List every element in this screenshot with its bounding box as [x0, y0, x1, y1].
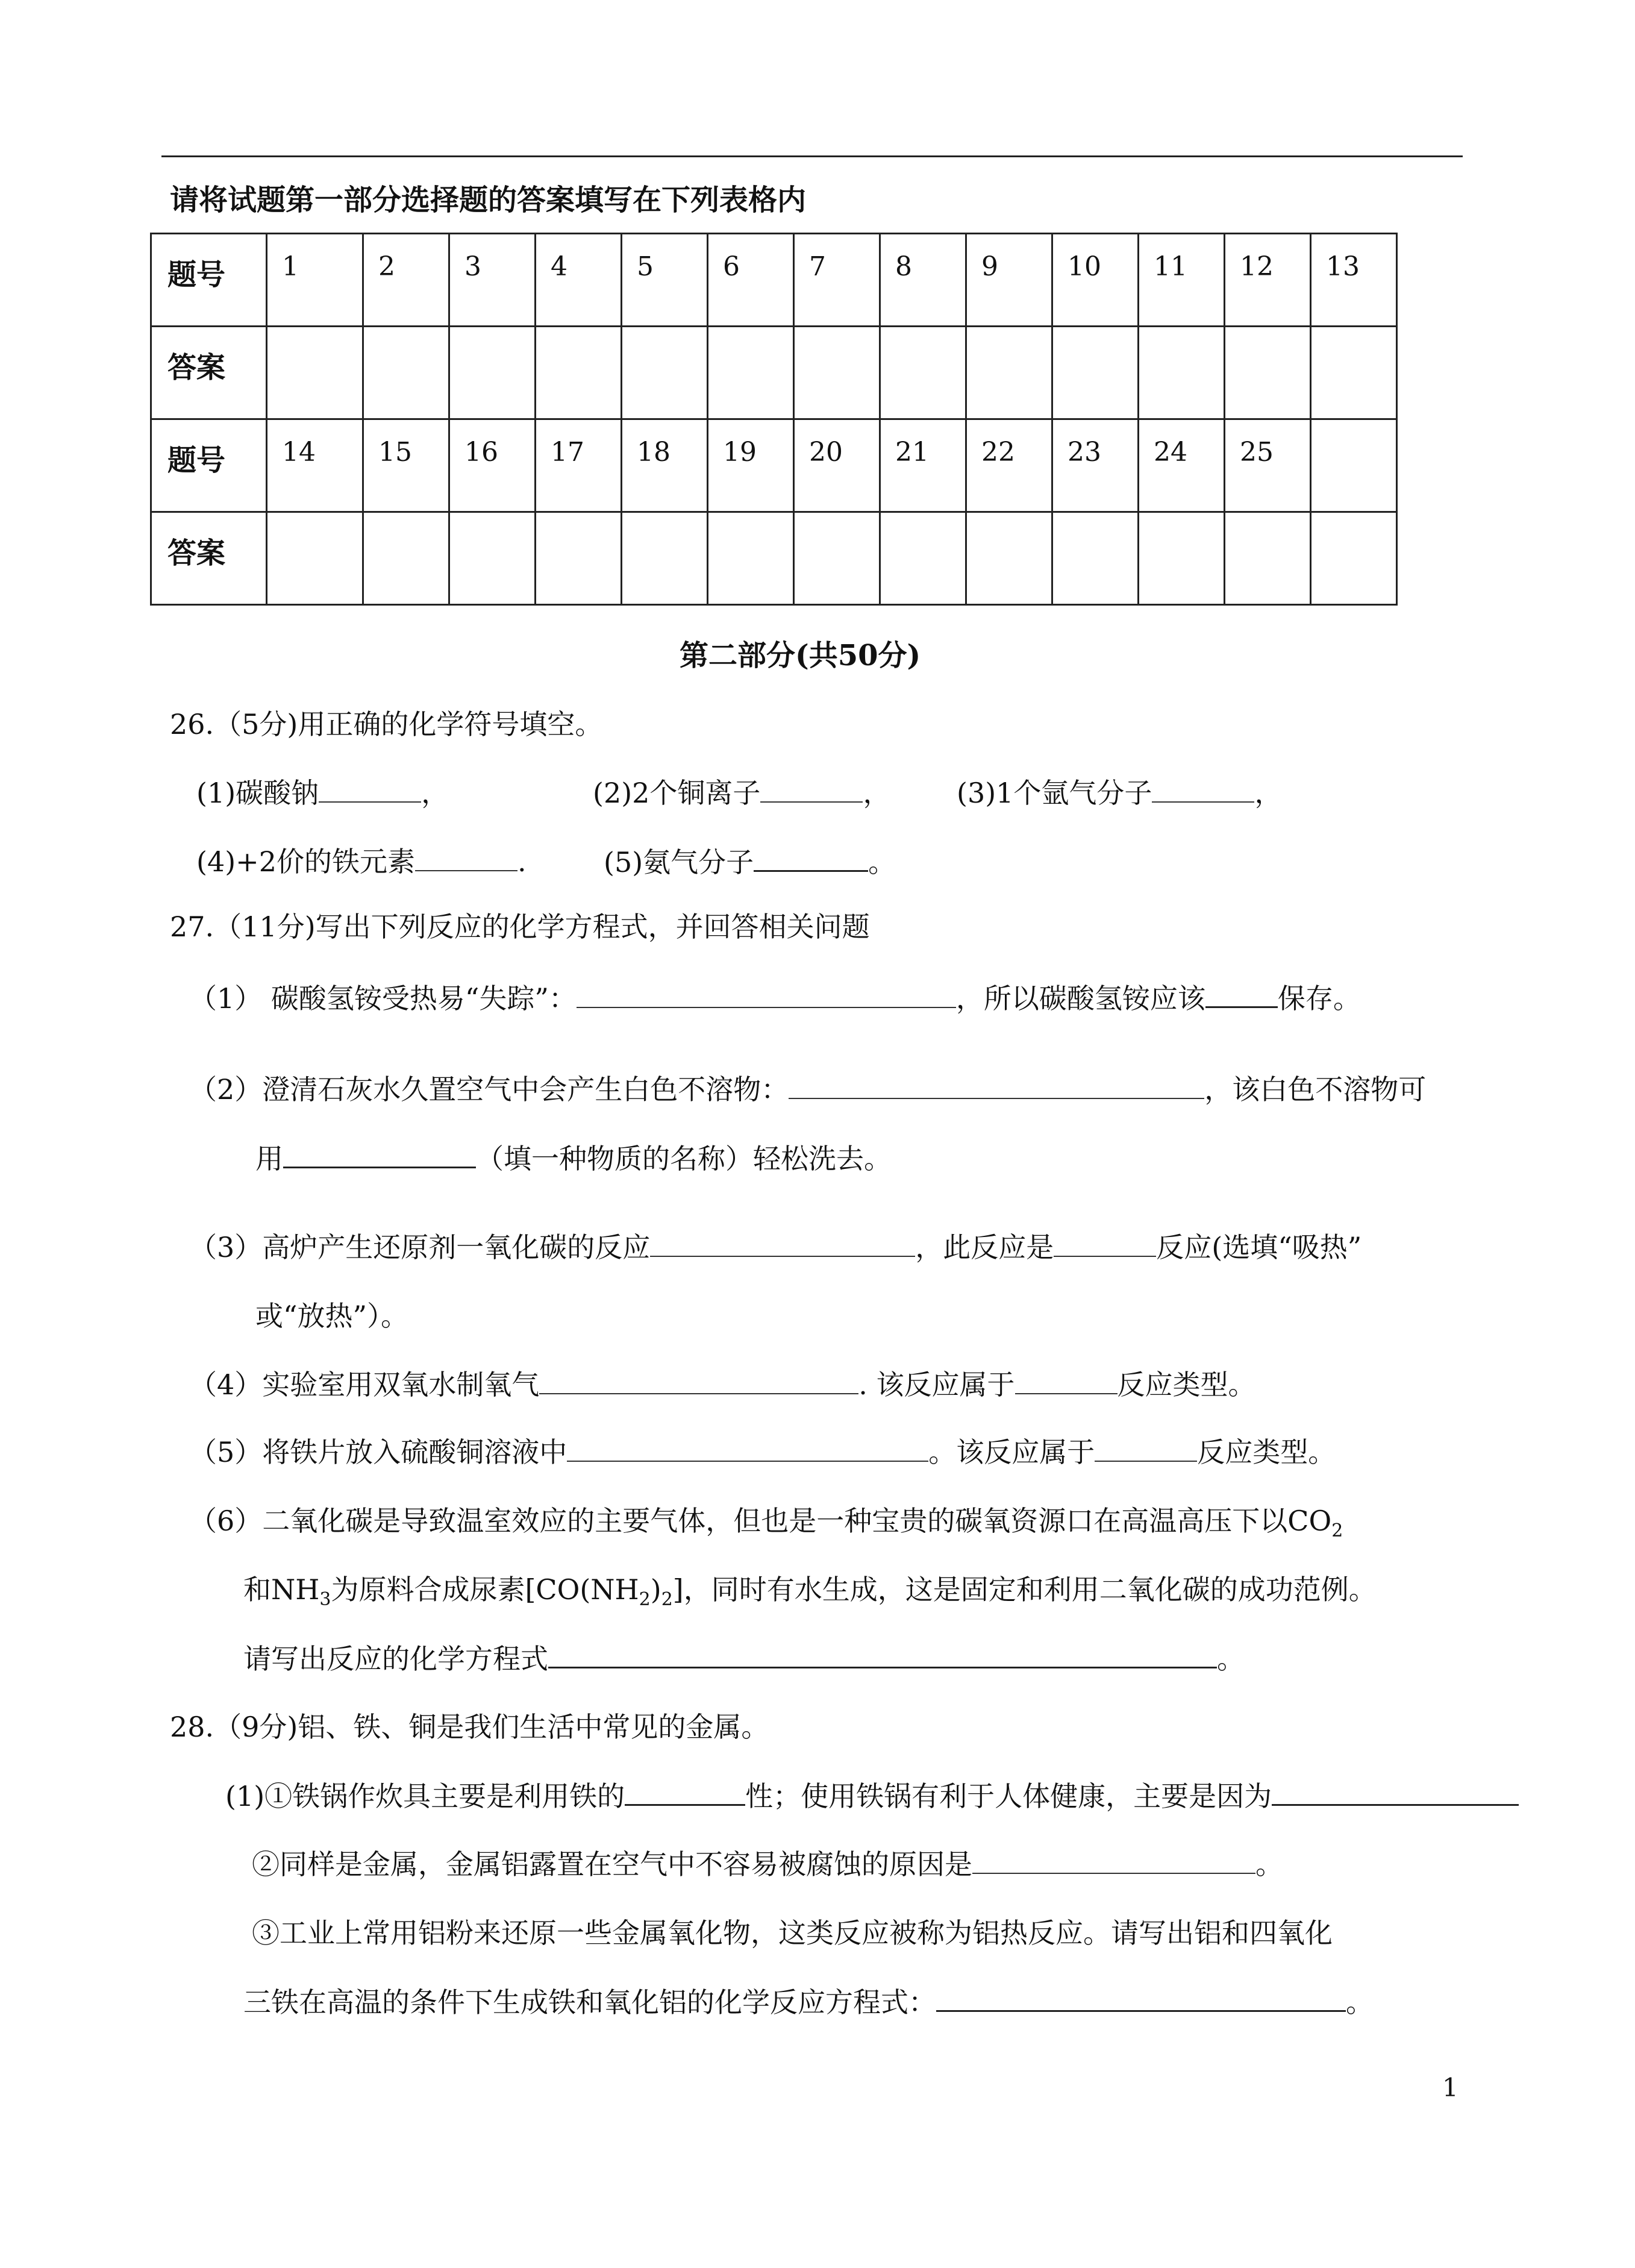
q27-sub1-equation-blank[interactable] — [577, 980, 956, 1008]
q26-part4-end: . — [517, 845, 527, 878]
q26-part1 — [196, 775, 449, 811]
answer-row-1 — [151, 327, 1397, 419]
number-row-2 — [151, 419, 1397, 512]
q27-sub5 — [189, 1434, 1336, 1470]
q27-sub6-text: （6）二氧化碳是导致温室效应的主要气体，但也是一种宝贵的碳氧资源口在高温高压下以CO — [189, 1505, 1332, 1537]
q26-part1-end: ， — [421, 777, 449, 809]
answer-cell[interactable] — [794, 512, 880, 605]
q28-sub2-text: ②同样是金属，金属铝露置在空气中不容易被腐蚀的原因是 — [252, 1848, 972, 1881]
q26-part3-end: ， — [1254, 777, 1283, 809]
q27-sub6-text6: 请写出反应的化学方程式 — [243, 1643, 548, 1675]
q26-part2 — [593, 775, 890, 811]
q26-part4 — [196, 844, 527, 880]
question-number: 25 — [1225, 419, 1311, 512]
q27-sub2 — [189, 1071, 1426, 1107]
answer-cell[interactable] — [1225, 327, 1311, 419]
question-number: 21 — [880, 419, 966, 512]
row-label: 答案 — [151, 327, 267, 419]
q27-sub6-text3: 为原料合成尿素[CO(NH — [331, 1573, 639, 1606]
q27-sub6 — [189, 1503, 1343, 1549]
question-number: 6 — [708, 234, 794, 327]
question-number: 3 — [449, 234, 536, 327]
question-number: 14 — [267, 419, 363, 512]
q26-part5 — [604, 844, 896, 880]
q27-sub6-subscript: 2 — [1331, 1520, 1343, 1542]
q27-sub3-text3: 反应(选填“吸热” — [1156, 1231, 1362, 1264]
answer-cell[interactable] — [794, 327, 880, 419]
q27-sub5-equation-blank[interactable] — [567, 1434, 928, 1462]
q28-sub1 — [225, 1778, 1519, 1814]
q27-sub2-text4: （填一种物质的名称）轻松洗去。 — [476, 1142, 892, 1175]
q26-blank4[interactable] — [415, 844, 517, 871]
question-number: 4 — [536, 234, 622, 327]
question-number: 8 — [880, 234, 966, 327]
question-number — [1311, 419, 1397, 512]
answer-cell[interactable] — [1139, 327, 1225, 419]
subscript: 2 — [661, 1589, 673, 1611]
q27-sub6-end: 。 — [1217, 1643, 1245, 1675]
top-rule — [161, 155, 1463, 157]
q27-sub3-equation-blank[interactable] — [650, 1229, 915, 1257]
q28-sub1-property-blank[interactable] — [625, 1778, 745, 1806]
q26-blank1[interactable] — [319, 775, 421, 803]
answer-cell[interactable] — [267, 512, 363, 605]
answer-cell[interactable] — [966, 512, 1052, 605]
q27-sub2-text3: 用 — [255, 1142, 283, 1175]
q27-sub3-text2: ，此反应是 — [915, 1231, 1054, 1264]
page-number: 1 — [1442, 2073, 1458, 2102]
section-title: 第二部分(共50分) — [680, 639, 921, 672]
q27-sub2-text2: ，该白色不溶物可 — [1204, 1073, 1427, 1106]
q28-sub2-end: 。 — [1255, 1848, 1283, 1881]
answer-cell[interactable] — [1052, 512, 1139, 605]
answer-cell[interactable] — [536, 512, 622, 605]
question-number: 11 — [1139, 234, 1225, 327]
answer-table — [150, 233, 1398, 606]
question-number: 2 — [363, 234, 449, 327]
q26-part5-label: (5)氨气分子 — [604, 846, 754, 879]
question-number: 20 — [794, 419, 880, 512]
q28-sub1-reason-blank[interactable] — [1272, 1778, 1519, 1806]
instruction: 请将试题第一部分选择题的答案填写在下列表格内 — [170, 183, 807, 217]
question-number: 7 — [794, 234, 880, 327]
q27-sub1-storage-blank[interactable] — [1205, 980, 1278, 1008]
q26-part5-end: 。 — [868, 846, 896, 879]
question-number: 23 — [1052, 419, 1139, 512]
q27-stem: 27.（11分)写出下列反应的化学方程式，并回答相关问题 — [170, 910, 870, 943]
q27-sub2-text: （2）澄清石灰水久置空气中会产生白色不溶物： — [189, 1073, 789, 1106]
q27-sub5-type-blank[interactable] — [1095, 1434, 1197, 1462]
q27-sub4-type-blank[interactable] — [1015, 1367, 1118, 1394]
q28-stem: 28.（9分)铝、铁、铜是我们生活中常见的金属。 — [170, 1711, 769, 1743]
q28-sub3-equation-blank[interactable] — [936, 1984, 1346, 2012]
answer-cell[interactable] — [622, 327, 708, 419]
q27-sub1 — [189, 980, 1361, 1017]
question-number: 9 — [966, 234, 1052, 327]
row-label: 题号 — [151, 419, 267, 512]
q26-part3 — [957, 775, 1282, 811]
q26-part4-label: (4)+2价的铁元素 — [196, 845, 415, 878]
q27-sub3-text: （3）高炉产生还原剂一氧化碳的反应 — [189, 1231, 651, 1264]
answer-cell[interactable] — [1311, 327, 1397, 419]
question-number: 17 — [536, 419, 622, 512]
q27-sub6-text2: 和NH — [243, 1573, 320, 1606]
q27-sub1-text: （1） 碳酸氢铵受热易“失踪”： — [189, 982, 577, 1015]
q27-sub6-equation-blank[interactable] — [548, 1640, 1217, 1668]
q26-part1-label: (1)碳酸钠 — [196, 777, 319, 809]
answer-cell[interactable] — [622, 512, 708, 605]
question-number: 22 — [966, 419, 1052, 512]
answer-cell[interactable] — [1311, 512, 1397, 605]
q28-sub3-end: 。 — [1346, 1986, 1374, 2019]
answer-row-2 — [151, 512, 1397, 605]
q27-sub1-text2: ，所以碳酸氢铵应该 — [955, 982, 1205, 1015]
question-number: 16 — [449, 419, 536, 512]
q26-part2-label: (2)2个铜离子 — [593, 777, 761, 809]
answer-cell[interactable] — [267, 327, 363, 419]
answer-cell[interactable] — [449, 327, 536, 419]
answer-cell[interactable] — [449, 512, 536, 605]
question-number: 12 — [1225, 234, 1311, 327]
question-number: 24 — [1139, 419, 1225, 512]
answer-cell[interactable] — [1052, 327, 1139, 419]
q26-part2-end: ， — [863, 777, 891, 809]
subscript: 2 — [639, 1589, 651, 1611]
q27-sub6-line3 — [243, 1640, 1245, 1677]
q26-blank2[interactable] — [760, 775, 863, 803]
q28-sub2 — [252, 1846, 1283, 1882]
question-number: 19 — [708, 419, 794, 512]
row-label: 答案 — [151, 512, 267, 605]
q27-sub3-type-blank[interactable] — [1054, 1229, 1156, 1257]
question-number: 18 — [622, 419, 708, 512]
question-number: 15 — [363, 419, 449, 512]
q27-sub3-line2: 或“放热”）。 — [255, 1300, 409, 1332]
q28-sub1-text: (1)①铁锅作炊具主要是利用铁的 — [225, 1780, 625, 1812]
q27-sub1-text3: 保存。 — [1277, 982, 1361, 1015]
q27-sub4-text2: . 该反应属于 — [858, 1368, 1015, 1401]
answer-cell[interactable] — [1139, 512, 1225, 605]
answer-cell[interactable] — [363, 512, 449, 605]
q28-sub1-text2: 性；使用铁锅有利于人体健康，主要是因为 — [745, 1780, 1272, 1812]
q27-sub6-line2 — [243, 1571, 1377, 1618]
answer-cell[interactable] — [708, 327, 794, 419]
question-number: 13 — [1311, 234, 1397, 327]
q28-sub2-reason-blank[interactable] — [972, 1846, 1255, 1874]
q27-sub5-text: （5）将铁片放入硫酸铜溶液中 — [189, 1436, 567, 1468]
q27-sub2-equation-blank[interactable] — [789, 1071, 1204, 1099]
q28-sub3-text: 三铁在高温的条件下生成铁和氧化铝的化学反应方程式： — [243, 1986, 936, 2019]
question-number: 5 — [622, 234, 708, 327]
q27-sub3 — [189, 1229, 1361, 1265]
q26-stem: 26.（5分)用正确的化学符号填空。 — [170, 708, 603, 741]
answer-cell[interactable] — [966, 327, 1052, 419]
q27-sub2-substance-blank[interactable] — [283, 1140, 476, 1168]
answer-cell[interactable] — [880, 512, 966, 605]
q28-sub3: ③工业上常用铝粉来还原一些金属氧化物，这类反应被称为铝热反应。请写出铝和四氧化 — [252, 1917, 1333, 1949]
q27-sub5-text3: 反应类型。 — [1197, 1436, 1336, 1468]
q28-sub3-line2 — [243, 1984, 1374, 2020]
q27-sub4 — [189, 1367, 1256, 1403]
q26-blank3[interactable] — [1152, 775, 1254, 803]
question-number: 10 — [1052, 234, 1139, 327]
answer-cell[interactable] — [1225, 512, 1311, 605]
q27-sub4-text: （4）实验室用双氧水制氧气 — [189, 1368, 540, 1401]
q27-sub6-text5: ]，同时有水生成，这是固定和利用二氧化碳的成功范例。 — [672, 1573, 1377, 1606]
q26-part3-label: (3)1个氩气分子 — [957, 777, 1152, 809]
question-number: 1 — [267, 234, 363, 327]
number-row-1 — [151, 234, 1397, 327]
answer-cell[interactable] — [708, 512, 794, 605]
q27-sub2-line2 — [255, 1140, 892, 1177]
q27-sub6-text4: ) — [650, 1573, 661, 1606]
q26-blank5[interactable] — [754, 844, 868, 872]
row-label: 题号 — [151, 234, 267, 327]
q27-sub4-equation-blank[interactable] — [539, 1367, 858, 1394]
q27-sub5-text2: 。该反应属于 — [928, 1436, 1095, 1468]
answer-cell[interactable] — [363, 327, 449, 419]
answer-cell[interactable] — [536, 327, 622, 419]
subscript: 3 — [319, 1589, 331, 1611]
q27-sub4-text3: 反应类型。 — [1117, 1368, 1256, 1401]
answer-cell[interactable] — [880, 327, 966, 419]
